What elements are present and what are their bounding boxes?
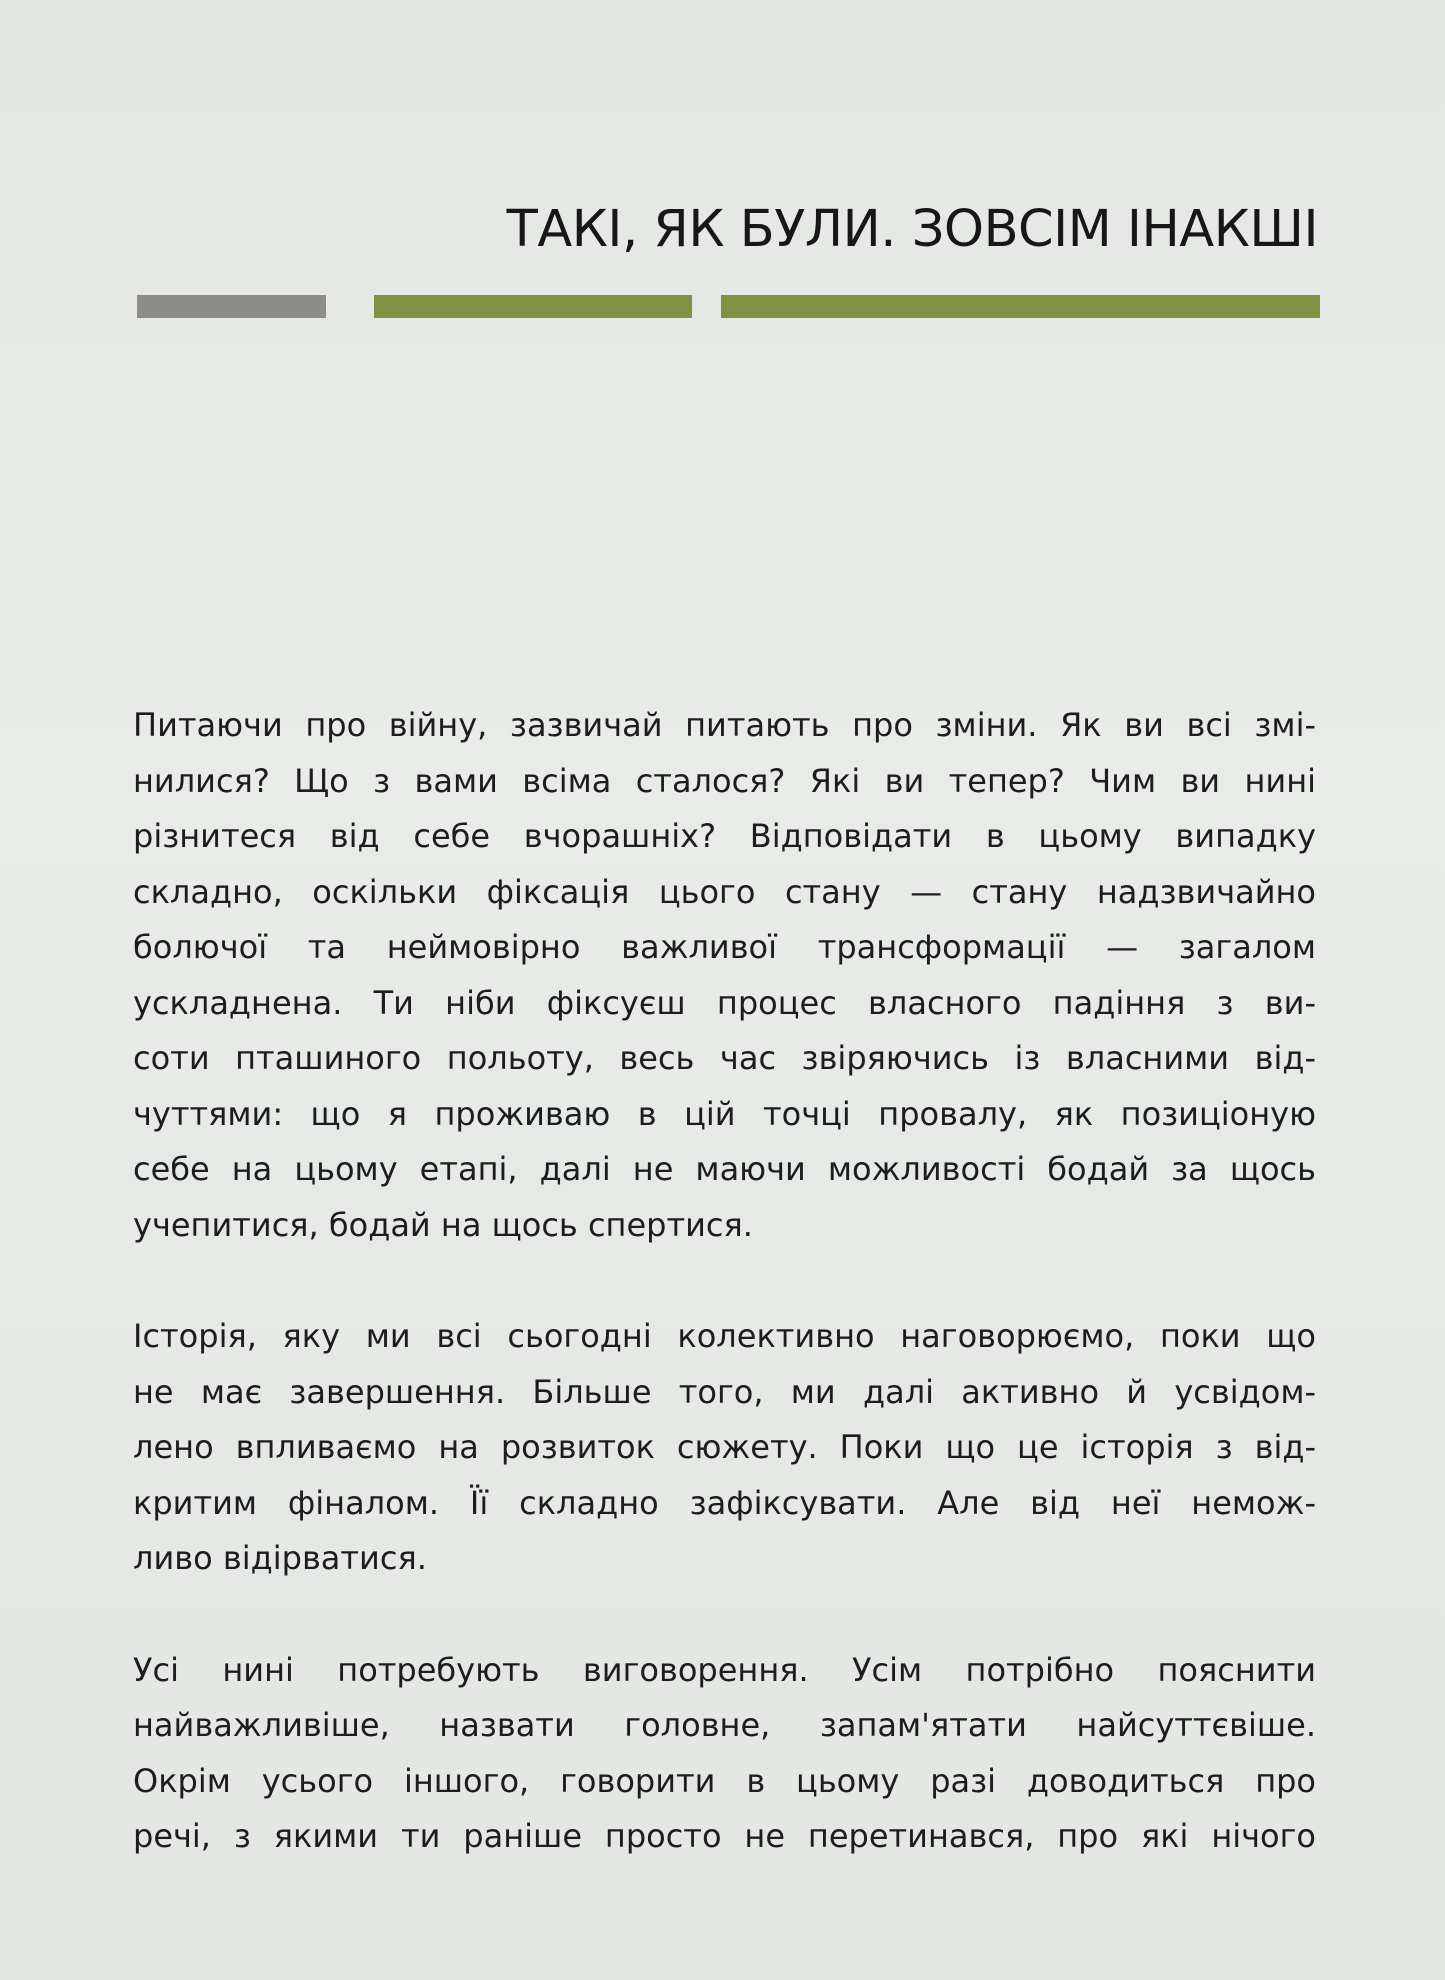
text-line: Окрім усього іншого, говорити в цьому разі доводиться про [133,1761,1316,1800]
text-line: нилися? Що з вами всіма сталося? Які ви тепер? Чим ви нині [133,761,1316,800]
text-line: чуттями: що я проживаю в цій точці провалу, як позиціоную [133,1094,1316,1133]
paragraph-1 [133,698,1316,1253]
text-line: себе на цьому етапі, далі не маючи можливості бодай за щось [133,1150,1316,1188]
paragraph-2 [133,1309,1316,1587]
text-line: ливо відірватися. [133,1539,427,1577]
text-line: Питаючи про війну, зазвичай питають про зміни. Як ви всі змі- [133,706,1316,744]
chapter-title: ТАКІ, ЯК БУЛИ. ЗОВСІМ ІНАКШІ [506,200,1318,259]
text-line: Усі нині потребують виговорення. Усім потрібно пояснити [133,1650,1316,1689]
text-line: Історія, яку ми всі сьогодні колективно наговорюємо, поки що [133,1317,1316,1355]
text-line: критим фіналом. Її складно зафіксувати. Але від неї немож- [133,1483,1316,1522]
text-line: болючої та неймовірно важливої трансформації — загалом [133,928,1316,966]
divider-bar-green-long [721,295,1320,318]
divider-bar-green-short [374,295,692,318]
text-line: учепитися, бодай на щось спертися. [133,1205,753,1244]
text-line: різнитеся від себе вчорашніх? Відповідати в цьому випадку [133,817,1316,855]
text-line: не має завершення. Більше того, ми далі активно й усвідом- [133,1372,1316,1411]
body-text [133,698,1316,1921]
text-line: речі, з якими ти раніше просто не перетинався, про які нічого [133,1817,1316,1855]
text-line: складно, оскільки фіксація цього стану — стану надзвичайно [133,872,1316,911]
divider-bar-grey [137,295,326,318]
paragraph-3 [133,1643,1316,1865]
text-line: лено впливаємо на розвиток сюжету. Поки що це історія з від- [133,1428,1316,1466]
text-line: найважливіше, назвати головне, запам'ятати найсуттєвіше. [133,1706,1316,1744]
text-line: соти пташиного польоту, весь час звіряючись із власними від- [133,1039,1316,1077]
text-line: ускладнена. Ти ніби фіксуєш процес власного падіння з ви- [133,983,1316,1022]
